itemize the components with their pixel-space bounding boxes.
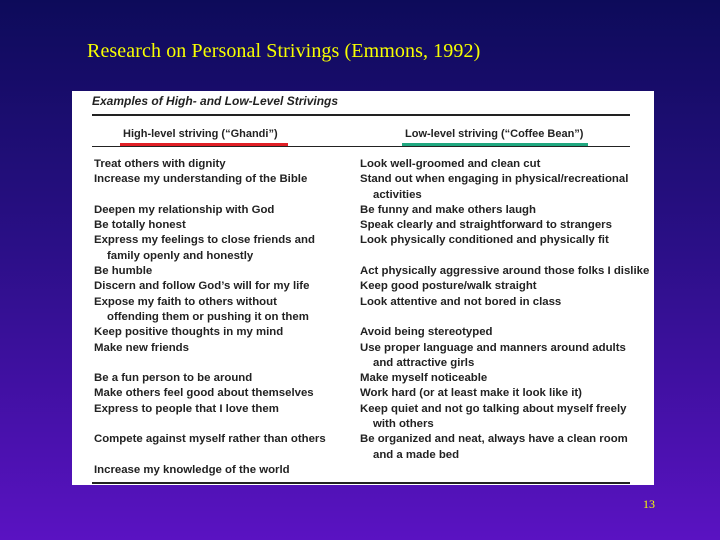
list-item: Work hard (or at least make it look like it) xyxy=(360,387,582,400)
list-item: Treat others with dignity xyxy=(94,158,226,170)
top-rule xyxy=(92,114,630,116)
strivings-table-image xyxy=(72,91,654,485)
list-item: Keep quiet and not go talking about myself freely xyxy=(360,402,627,415)
slide-title: Research on Personal Strivings (Emmons, 1992) xyxy=(87,40,481,62)
bottom-rule xyxy=(92,482,630,484)
list-item: Be totally honest xyxy=(94,219,186,232)
list-gap xyxy=(360,310,649,325)
low-level-header: Low-level striving (“Coffee Bean”) xyxy=(405,128,584,140)
list-item: Make new friends xyxy=(94,341,189,354)
high-level-header: High-level striving (“Ghandi”) xyxy=(123,128,278,140)
page-number: 13 xyxy=(643,497,655,511)
list-item: Express my feelings to close friends and xyxy=(94,234,315,247)
list-gap xyxy=(94,188,326,203)
list-item: Stand out when engaging in physical/recreational xyxy=(360,173,629,186)
list-item: Increase my knowledge of the world xyxy=(94,463,290,476)
list-item: Keep good posture/walk straight xyxy=(360,280,537,293)
list-item: Express to people that I love them xyxy=(94,402,279,415)
list-item: Compete against myself rather than others xyxy=(94,433,326,446)
list-item: Speak clearly and straightforward to strangers xyxy=(360,219,612,232)
list-item-continuation: and a made bed xyxy=(373,448,460,461)
list-item-continuation: and attractive girls xyxy=(373,356,475,369)
list-item: Be organized and neat, always have a clean room xyxy=(360,433,628,446)
list-item: Avoid being stereotyped xyxy=(360,326,493,339)
list-item: Act physically aggressive around those folks I dislike xyxy=(360,265,650,278)
list-item-continuation: activities xyxy=(373,188,422,201)
list-item: Look physically conditioned and physically fit xyxy=(360,234,609,247)
list-item: Be funny and make others laugh xyxy=(360,203,536,216)
list-item-continuation: family openly and honestly xyxy=(107,249,254,262)
list-item: Look well-groomed and clean cut xyxy=(360,158,541,170)
list-gap xyxy=(360,249,649,264)
list-item: Increase my understanding of the Bible xyxy=(94,173,308,186)
list-item: Look attentive and not bored in class xyxy=(360,295,562,308)
list-item: Be humble xyxy=(94,265,153,278)
list-item: Deepen my relationship with God xyxy=(94,203,275,216)
list-item: Keep positive thoughts in my mind xyxy=(94,326,284,339)
list-item: Be a fun person to be around xyxy=(94,372,253,385)
list-gap xyxy=(94,448,326,463)
list-gap xyxy=(94,417,326,432)
list-item: Make myself noticeable xyxy=(360,372,488,385)
table-heading: Examples of High- and Low-Level Strivings xyxy=(92,94,339,108)
list-item: Discern and follow God’s will for my life xyxy=(94,280,310,293)
list-item: Make others feel good about themselves xyxy=(94,387,314,400)
header-rule xyxy=(92,146,630,147)
high-level-list xyxy=(94,157,326,478)
list-gap xyxy=(94,356,326,371)
list-item-continuation: offending them or pushing it on them xyxy=(107,310,309,323)
list-item-continuation: with others xyxy=(373,418,434,431)
low-level-list xyxy=(360,157,649,463)
list-item: Expose my faith to others without xyxy=(94,295,277,308)
list-item: Use proper language and manners around adults xyxy=(360,341,626,354)
